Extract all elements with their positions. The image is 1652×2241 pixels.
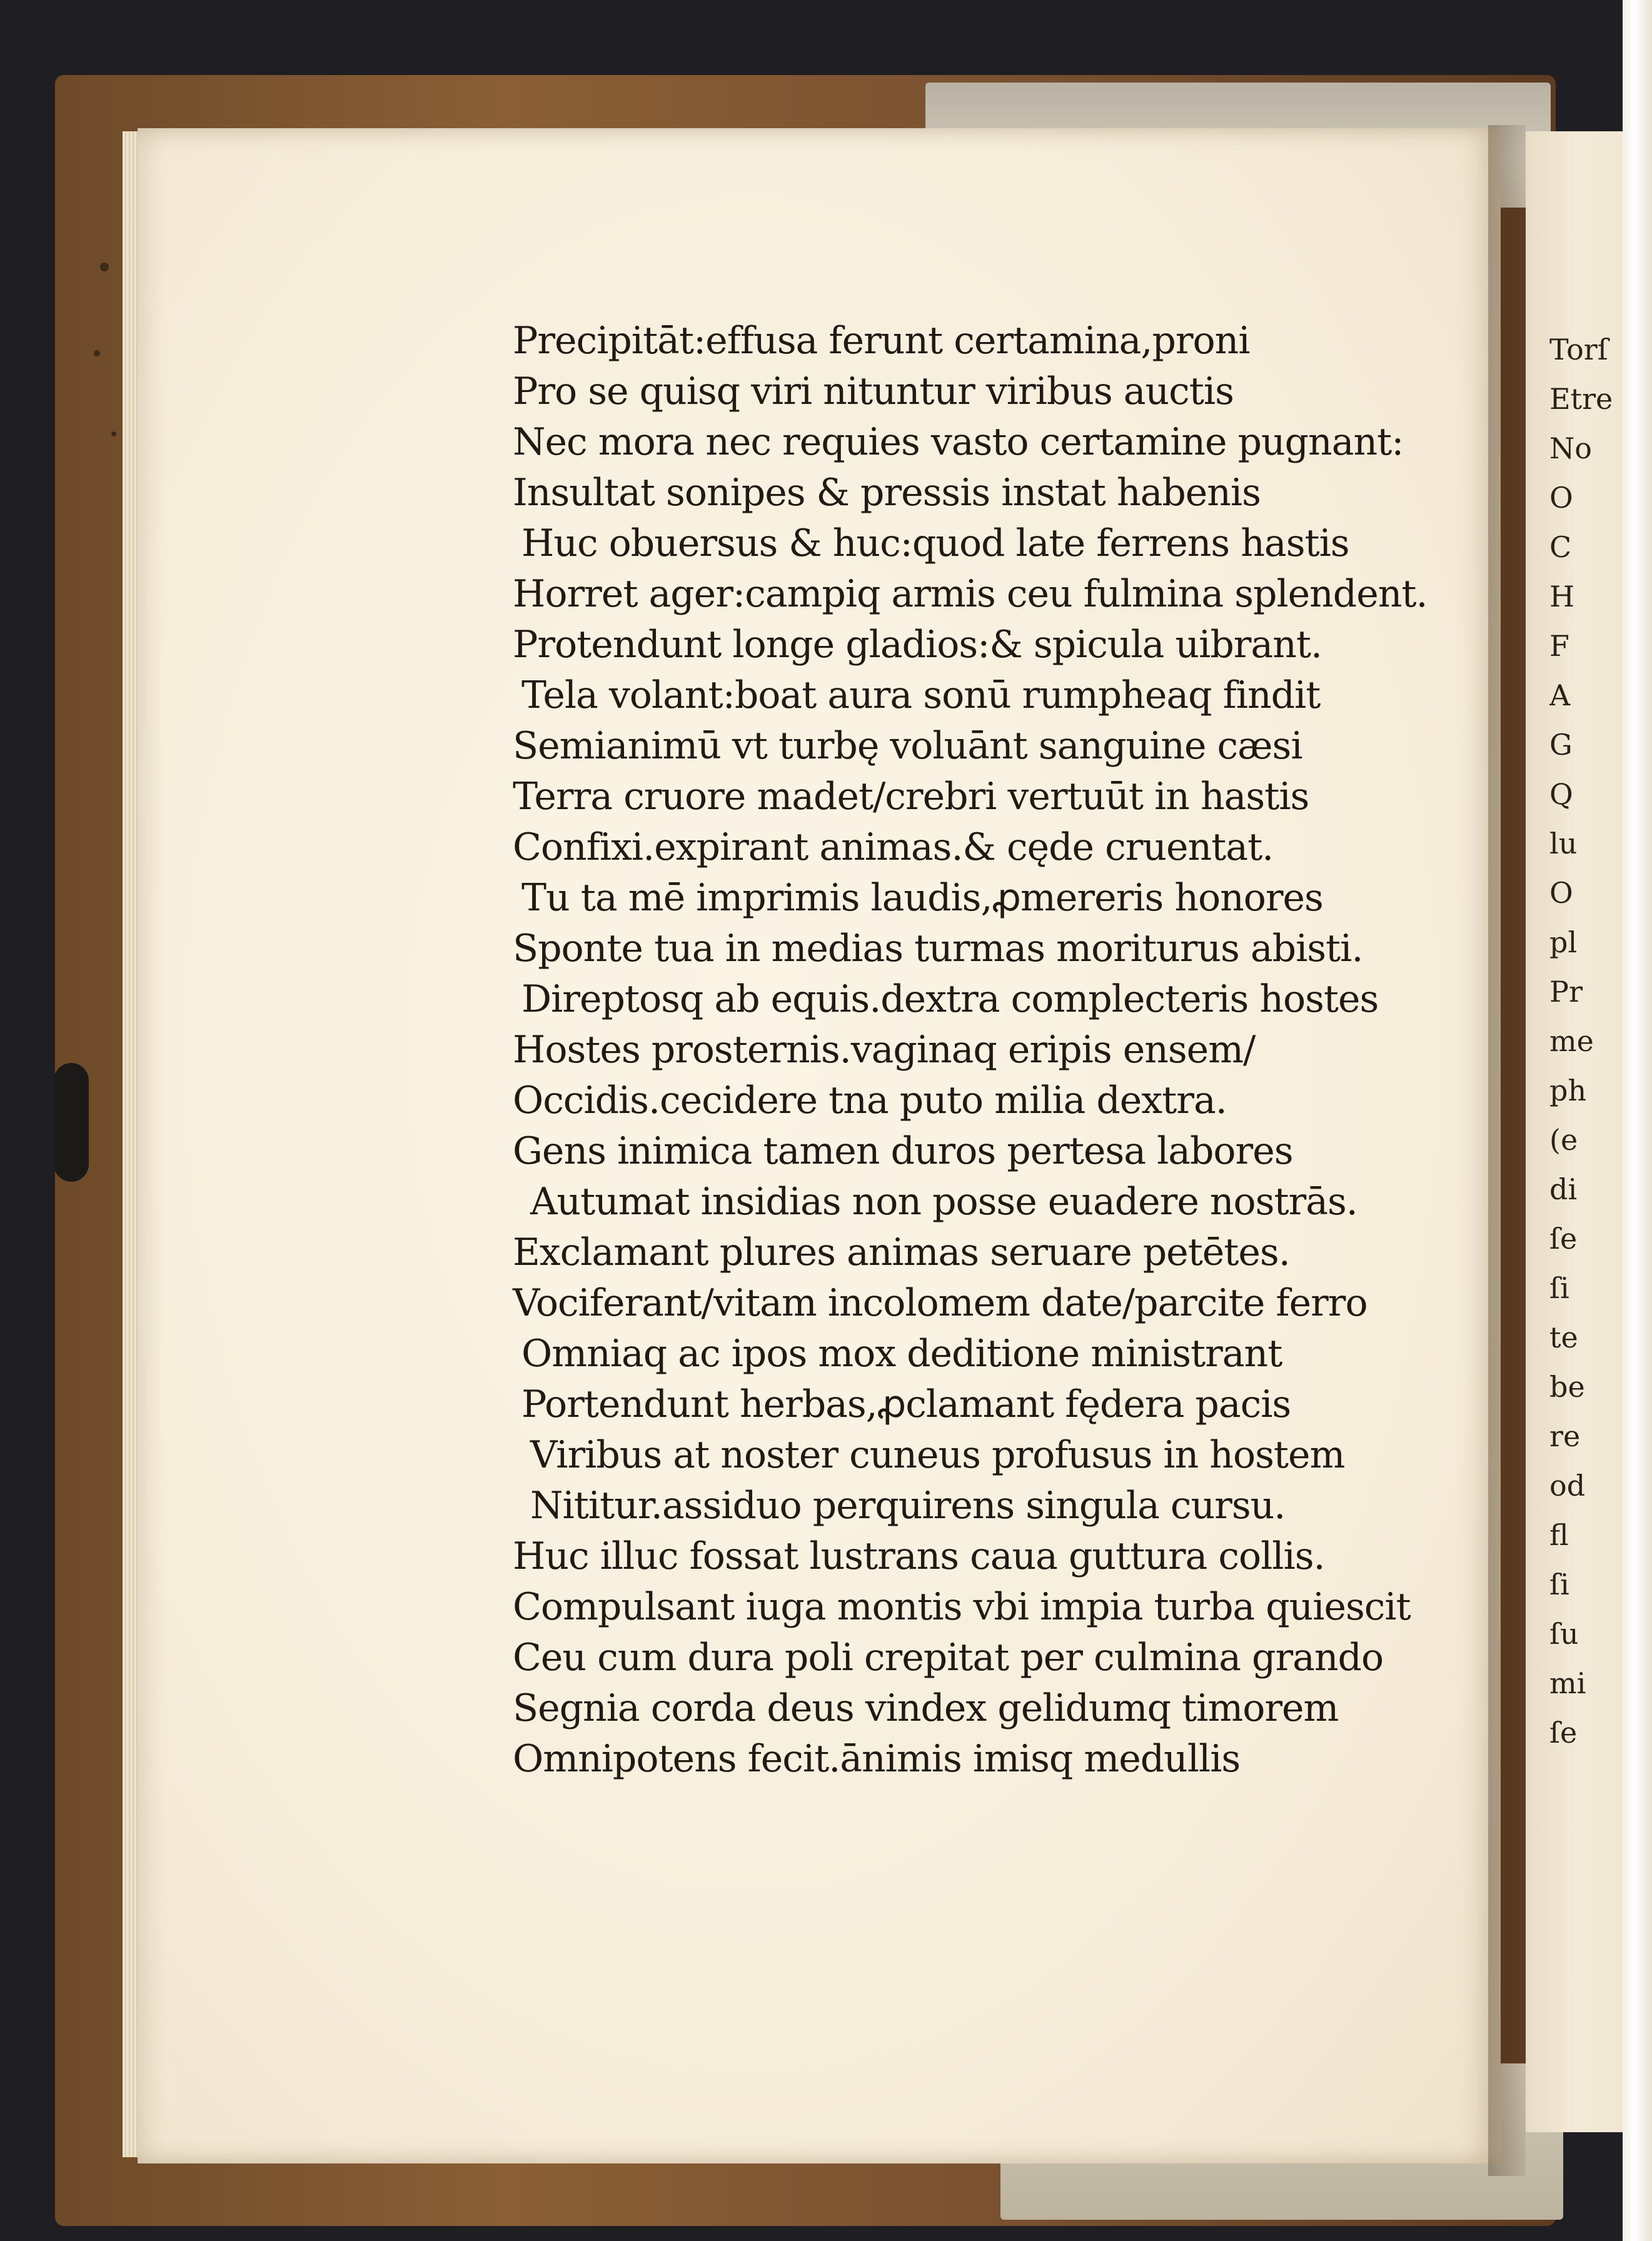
wormhole	[100, 263, 109, 271]
facing-line: fl	[1549, 1518, 1569, 1552]
facing-line: No	[1549, 431, 1592, 465]
facing-line: F	[1549, 629, 1569, 663]
verse-line: Omnipotens fecit.ānimis imisq medullis	[513, 1737, 1241, 1781]
facing-page-text	[1549, 325, 1624, 1758]
wormhole	[111, 431, 116, 436]
verse-line: Insultat sonipes & pressis instat habenis	[513, 471, 1261, 515]
facing-line: ſi	[1549, 1568, 1569, 1601]
facing-line: Torſ	[1549, 333, 1608, 366]
verse-line: Exclamant plures animas seruare petētes.	[513, 1231, 1290, 1274]
verse-line: Semianimū vt turbę voluānt sanguine cæsi	[513, 724, 1302, 768]
verse-line: Compulsant iuga montis vbi impia turba quiescit	[513, 1585, 1411, 1629]
verse-line: Tela volant:boat aura sonū rumpheaq findit	[521, 673, 1321, 717]
facing-line: H	[1549, 580, 1575, 613]
facing-line: O	[1549, 876, 1573, 910]
verse-line: Huc illuc fossat lustrans caua guttura collis.	[513, 1534, 1325, 1578]
verse-line: Autumat insidias non posse euadere nostrās.	[530, 1180, 1357, 1224]
facing-line: Pr	[1549, 975, 1583, 1009]
facing-line: ſe	[1549, 1716, 1578, 1750]
verse-line: Confixi.expirant animas.& cęde cruentat.	[513, 825, 1274, 869]
facing-line: ſi	[1549, 1271, 1569, 1305]
verse-text-block	[513, 316, 1451, 1785]
facing-page-edge	[1623, 0, 1652, 2241]
verse-line: Huc obuersus & huc:quod late ferrens hastis	[521, 521, 1349, 565]
verse-line: Protendunt longe gladios:& spicula uibrant.	[513, 623, 1322, 667]
facing-line: mi	[1549, 1666, 1586, 1700]
facing-line: lu	[1549, 827, 1578, 860]
clasp-hole	[54, 1063, 89, 1182]
verse-line: Occidis.cecidere tna puto milia dextra.	[513, 1079, 1227, 1122]
verse-line: Terra cruore madet/crebri vertuūt in hastis	[513, 775, 1309, 818]
facing-line: te	[1549, 1321, 1578, 1354]
facing-line: be	[1549, 1370, 1585, 1404]
facing-line: re	[1549, 1419, 1581, 1453]
facing-line: ſe	[1549, 1222, 1578, 1256]
facing-line: Q	[1549, 777, 1573, 811]
facing-line: Etre	[1549, 382, 1613, 416]
verse-line: Ceu cum dura poli crepitat per culmina grando	[513, 1636, 1384, 1679]
facing-line: me	[1549, 1024, 1594, 1058]
facing-line: (e	[1549, 1123, 1578, 1157]
facing-line: ph	[1549, 1074, 1587, 1107]
facing-line: di	[1549, 1172, 1578, 1206]
verse-line: Precipitāt:effusa ferunt certamina,proni	[513, 319, 1250, 363]
verse-line: Horret ager:campiq armis ceu fulmina splendent.	[513, 572, 1428, 616]
verse-line: Hostes prosternis.vaginaq eripis ensem/	[513, 1028, 1256, 1072]
facing-line: G	[1549, 728, 1573, 762]
facing-line: O	[1549, 481, 1573, 515]
verse-line: Omniaq ac ipos mox deditione ministrant	[521, 1332, 1282, 1376]
facing-line: A	[1549, 678, 1571, 712]
wormhole	[94, 350, 100, 356]
verse-line: Tu ta mē imprimis laudis,ꝓmereris honores	[521, 876, 1323, 920]
verse-line: Gens inimica tamen duros pertesa labores	[513, 1129, 1293, 1173]
verse-line: Viribus at noster cuneus profusus in hostem	[530, 1433, 1345, 1477]
facing-line: od	[1549, 1469, 1586, 1503]
facing-line: ſu	[1549, 1617, 1579, 1651]
verse-line: Sponte tua in medias turmas moriturus abisti.	[513, 927, 1363, 970]
facing-line: C	[1549, 530, 1572, 564]
facing-line: pl	[1549, 925, 1578, 959]
gutter-shadow	[1488, 125, 1526, 2176]
verse-line: Pro se quisq viri nituntur viribus auctis	[513, 370, 1234, 413]
verse-line: Nititur.assiduo perquirens singula cursu.	[530, 1484, 1286, 1528]
verse-line: Direptosq ab equis.dextra complecteris hostes	[521, 977, 1379, 1021]
verse-line: Portendunt herbas,ꝓclamant fędera pacis	[521, 1382, 1291, 1426]
verse-line: Vociferant/vitam incolomem date/parcite ferro	[513, 1281, 1367, 1325]
verse-line: Nec mora nec requies vasto certamine pugnant:	[513, 420, 1404, 464]
verse-line: Segnia corda deus vindex gelidumq timorem	[513, 1686, 1339, 1730]
